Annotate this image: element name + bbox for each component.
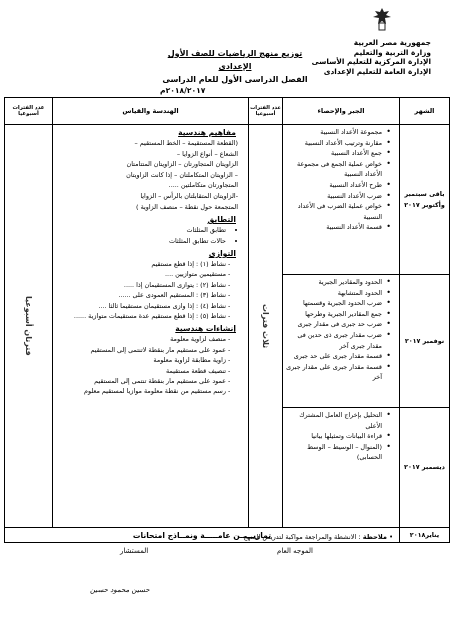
- geometry-periods-text: فترتان أسبوعيا: [24, 296, 33, 356]
- geometry-section-title: إنشاءات هندسية: [175, 324, 236, 334]
- list-item: • ضرب الحدود الجبرية وقسمتها: [285, 298, 389, 309]
- geometry-topics-cell: [53, 125, 249, 528]
- list-item: • قسمة مقدار جبرى على حد جبرى: [285, 351, 389, 362]
- curriculum-table: [4, 97, 450, 543]
- list-item: • قسمة الأعداد النسبية: [285, 222, 389, 233]
- list-item: • خواص عملية الجمع فى مجموعة الأعداد النسبية: [285, 159, 389, 180]
- geometry-text-line: -الزاويتان المتقابلتان بالرأس – الزوايا: [140, 191, 238, 200]
- month-cell: ديسمبر ٢٠١٧: [400, 408, 450, 528]
- signature-name: حسين محمود حسين: [90, 586, 150, 594]
- geometry-text-line: المتجمعة حول نقطة – منصف الزاوية ): [136, 202, 238, 211]
- notes-label: ملاحظة: [362, 533, 387, 541]
- algebra-periods-cell: [249, 125, 283, 528]
- document-title: توزيع منهج الرياضيات للصف الأول الإعدادى: [167, 49, 303, 71]
- month-header: الشهر: [400, 98, 450, 125]
- advisor-label: المستشار: [120, 547, 149, 555]
- list-item: • التحليل بإخراج العامل المشترك الأعلى: [285, 410, 389, 431]
- list-item: - تنصيف قطعة مستقيمة: [57, 366, 226, 376]
- list-item: - منصف لزاوية معلومة: [57, 334, 226, 344]
- algebra-topics-cell: [283, 275, 400, 408]
- month-cell: باقى سبتمبر وأكتوبر ٢٠١٧: [400, 125, 450, 275]
- list-item: • مجموعة الأعداد النسبية: [285, 127, 389, 138]
- list-item: • حالات تطابق المثلثات: [57, 236, 226, 246]
- algebra-topics-cell: [283, 125, 400, 275]
- list-item: • ضرب الأعداد النسبية: [285, 191, 389, 202]
- month-cell: نوفمبر ٢٠١٧: [400, 275, 450, 408]
- list-item: • خواص عملية الضرب فى الأعداد النسبية: [285, 201, 389, 222]
- list-item: • جمع المقادير الجبرية وطرحها: [285, 309, 389, 320]
- exams-cell: تماريـــــن عامـــــة ونمــاذج امتحانات: [5, 528, 400, 543]
- notes-line: [243, 533, 393, 541]
- geometry-periods-cell: [5, 125, 53, 528]
- list-item: • ضرب حد جبرى فى مقدار جبرى: [285, 319, 389, 330]
- supervisor-label: الموجه العام: [277, 547, 313, 555]
- list-item: - مستقيمين متوازيين ....: [57, 269, 226, 279]
- table-row: [5, 125, 450, 275]
- algebra-topics-cell: [283, 408, 400, 528]
- algebra-header: الجبر والإحصاء: [283, 98, 400, 125]
- notes-bullet: •: [387, 533, 393, 541]
- algebra-periods-text: ثلاث فترات: [261, 303, 270, 349]
- geometry-section-title: التطابق: [207, 215, 236, 225]
- geometry-header: الهندسة والقياس: [53, 98, 249, 125]
- header-line: جمهورية مصر العربية: [353, 38, 431, 47]
- list-item: • ضرب مقدار جبرى ذى حدين فى مقدار جبرى آخر: [285, 330, 389, 351]
- list-item: - عمود على مستقيم مار بنقطة تنتمى إلى المستقيم: [57, 376, 226, 386]
- month-cell: يناير٢٠١٨: [400, 528, 450, 543]
- list-item: - نشاط (٥) : إذا قطع مستقيم عدة مستقيمات متوازية ......: [57, 311, 226, 321]
- list-item: • قسمة مقدار جبرى على مقدار جبرى آخر: [285, 362, 389, 383]
- list-item: - نشاط (١) : إذا قطع مستقيم: [57, 259, 226, 269]
- header-line: وزارة التربية والتعليم: [353, 47, 431, 57]
- list-item: • الحدود والمقادير الجبرية: [285, 277, 389, 288]
- list-item: • مقارنة وترتيب الأعداد النسبية: [285, 138, 389, 149]
- notes-text: : الانشطة والمراجعة مواكبة لتدريس المنهج: [243, 533, 361, 541]
- list-item: - زاوية مطابقة لزاوية معلومة: [57, 355, 226, 365]
- list-item: - نشاط (٢) : يتوازى المستقيمان إذا .....: [57, 280, 226, 290]
- list-item: - نشاط (٣) : المستقيم العمودى على ......: [57, 290, 226, 300]
- table-header-row: [5, 98, 450, 125]
- geometry-section-title: التوازى: [208, 248, 236, 258]
- header-line: الإدارة المركزية للتعليم الأساسى: [311, 57, 431, 66]
- header-line: الإدارة العامة للتعليم الإعدادى: [323, 66, 431, 76]
- geometry-section-title: مفاهيم هندسية: [178, 128, 236, 137]
- academic-year: ٢٠١٨/٢٠١٧م: [160, 86, 206, 95]
- geometry-text-line: (القطعة المستقيمة – الخط المستقيم –: [134, 139, 238, 147]
- list-item: - نشاط (٤) : إذا وازى مستقيمان مستقيما ثالثا ....: [57, 301, 226, 311]
- list-item: - عمود على مستقيم مار بنقطة لاتنتمى إلى المستقيم: [57, 345, 226, 355]
- list-item: • جمع الأعداد النسبية: [285, 148, 389, 159]
- geometry-text-line: المتجاورتان متكاملتين .....: [168, 181, 238, 190]
- list-item: - رسم مستقيم من نقطة معلومة موازيا لمستقيم معلوم: [57, 386, 226, 396]
- geometry-periods-header: عدد الفترات أسبوعيا: [5, 98, 53, 125]
- document-title-block: [150, 47, 320, 86]
- geometry-text-line: – الزاويتان المتكاملتان – إذا كانت الزاويتان: [126, 170, 238, 179]
- list-item: • (المنوال – الوسيط – الوسط الحسابى): [285, 442, 389, 463]
- list-item: • الحدود المتشابهة: [285, 288, 389, 299]
- ministry-header: [301, 38, 431, 76]
- algebra-periods-header: عدد الفترات أسبوعيا: [249, 98, 283, 125]
- egypt-eagle-emblem-icon: [371, 6, 393, 32]
- list-item: • طرح الأعداد النسبية: [285, 180, 389, 191]
- geometry-text-line: الشعاع – أنواع الزوايا –: [176, 149, 238, 158]
- document-subtitle: الفصل الدراسى الأول للعام الدراسى: [162, 75, 308, 84]
- list-item: • قراءة البيانات وتمثيلها بيانيا: [285, 431, 389, 442]
- geometry-text-line: الزاويتان المتجاورتان – الزاويتان المتتامتان: [126, 160, 238, 169]
- list-item: • تطابق المثلثات: [57, 225, 226, 235]
